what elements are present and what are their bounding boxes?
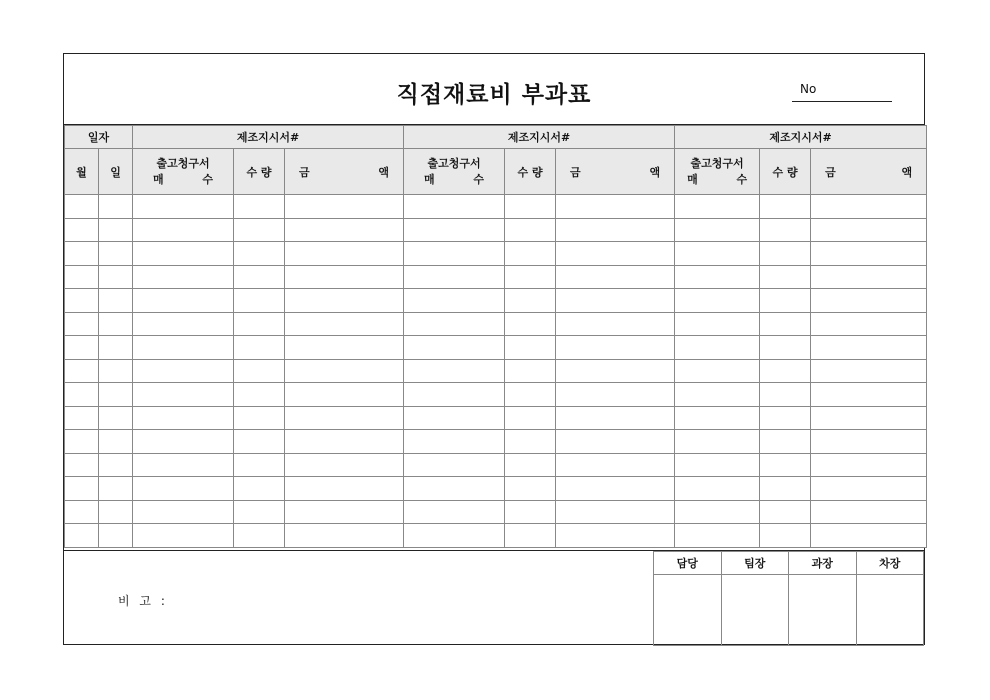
- request-line1: 출고청구서: [427, 156, 481, 170]
- qty-header: 수 량: [234, 149, 285, 195]
- order-group-header: 제조지시서#: [133, 126, 404, 149]
- table-cell[interactable]: [404, 477, 505, 501]
- table-body: [65, 195, 927, 548]
- table-cell[interactable]: [556, 359, 675, 383]
- table-cell[interactable]: [811, 265, 927, 289]
- request-line2-a: 매: [687, 172, 698, 186]
- table-cell[interactable]: [234, 289, 285, 313]
- approval-role: 과장: [789, 552, 857, 575]
- table-row: [65, 336, 927, 360]
- table-cell[interactable]: [99, 218, 133, 242]
- table-cell[interactable]: [99, 500, 133, 524]
- qty-header: 수 량: [760, 149, 811, 195]
- request-line2-b: 수: [202, 172, 214, 186]
- request-line1: 출고청구서: [690, 156, 744, 170]
- table-cell[interactable]: [675, 524, 760, 548]
- table-cell[interactable]: [404, 289, 505, 313]
- table-cell[interactable]: [760, 383, 811, 407]
- table-cell[interactable]: [505, 336, 556, 360]
- table-cell[interactable]: [285, 430, 404, 454]
- table-cell[interactable]: [675, 218, 760, 242]
- table-cell[interactable]: [760, 477, 811, 501]
- table-cell[interactable]: [404, 265, 505, 289]
- table-cell[interactable]: [556, 524, 675, 548]
- table-cell[interactable]: [65, 430, 99, 454]
- table-cell[interactable]: [675, 500, 760, 524]
- table-cell[interactable]: [285, 289, 404, 313]
- table-cell[interactable]: [65, 242, 99, 266]
- table-cell[interactable]: [99, 383, 133, 407]
- table-cell[interactable]: [760, 218, 811, 242]
- table-cell[interactable]: [234, 336, 285, 360]
- table-cell[interactable]: [65, 289, 99, 313]
- table-row: [65, 289, 927, 313]
- approval-sign-row: [654, 575, 924, 646]
- table-cell[interactable]: [65, 453, 99, 477]
- table-cell[interactable]: [811, 524, 927, 548]
- table-cell[interactable]: [760, 406, 811, 430]
- table-cell[interactable]: [285, 383, 404, 407]
- table-cell[interactable]: [285, 524, 404, 548]
- table-cell[interactable]: [811, 477, 927, 501]
- table-cell[interactable]: [133, 500, 234, 524]
- request-count-header: [133, 149, 234, 195]
- table-cell[interactable]: [404, 383, 505, 407]
- table-cell[interactable]: [811, 453, 927, 477]
- table-row: [65, 312, 927, 336]
- table-cell[interactable]: [234, 453, 285, 477]
- table-cell[interactable]: [675, 430, 760, 454]
- table-cell[interactable]: [505, 312, 556, 336]
- table-cell[interactable]: [675, 195, 760, 219]
- table-cell[interactable]: [505, 406, 556, 430]
- table-cell[interactable]: [285, 453, 404, 477]
- signature-cell[interactable]: [789, 575, 857, 646]
- table-cell[interactable]: [556, 383, 675, 407]
- table-cell[interactable]: [404, 453, 505, 477]
- table-cell[interactable]: [556, 430, 675, 454]
- table-cell[interactable]: [760, 195, 811, 219]
- table-cell[interactable]: [133, 453, 234, 477]
- title-area: [64, 54, 924, 125]
- table-cell[interactable]: [234, 218, 285, 242]
- amount-header: [811, 149, 927, 195]
- table-cell[interactable]: [760, 312, 811, 336]
- order-group-header: 제조지시서#: [404, 126, 675, 149]
- table-cell[interactable]: [99, 406, 133, 430]
- table-cell[interactable]: [556, 289, 675, 313]
- table-cell[interactable]: [99, 453, 133, 477]
- table-cell[interactable]: [133, 265, 234, 289]
- qty-header: 수 량: [505, 149, 556, 195]
- request-count-header: [404, 149, 505, 195]
- table-cell[interactable]: [65, 218, 99, 242]
- amount-header: [285, 149, 404, 195]
- table-cell[interactable]: [234, 359, 285, 383]
- table-cell[interactable]: [65, 524, 99, 548]
- table-cell[interactable]: [234, 242, 285, 266]
- table-cell[interactable]: [675, 336, 760, 360]
- order-group-header: 제조지시서#: [675, 126, 927, 149]
- table-cell[interactable]: [133, 218, 234, 242]
- table-cell[interactable]: [675, 406, 760, 430]
- table-cell[interactable]: [285, 336, 404, 360]
- table-cell[interactable]: [285, 500, 404, 524]
- table-row: [65, 477, 927, 501]
- table-cell[interactable]: [99, 312, 133, 336]
- table-cell[interactable]: [505, 265, 556, 289]
- table-cell[interactable]: [65, 359, 99, 383]
- table-cell[interactable]: [811, 289, 927, 313]
- table-cell[interactable]: [99, 242, 133, 266]
- remarks-label: 비 고 :: [118, 594, 168, 608]
- table-cell[interactable]: [556, 477, 675, 501]
- table-cell[interactable]: [285, 242, 404, 266]
- table-cell[interactable]: [760, 430, 811, 454]
- table-cell[interactable]: [556, 195, 675, 219]
- table-cell[interactable]: [133, 359, 234, 383]
- request-count-header: [675, 149, 760, 195]
- table-cell[interactable]: [99, 265, 133, 289]
- table-cell[interactable]: [760, 524, 811, 548]
- table-cell[interactable]: [404, 430, 505, 454]
- table-row: [65, 359, 927, 383]
- table-cell[interactable]: [811, 312, 927, 336]
- table-cell[interactable]: [133, 383, 234, 407]
- table-row: [65, 242, 927, 266]
- material-cost-form: [63, 53, 925, 645]
- table-cell[interactable]: [133, 312, 234, 336]
- table-row: [65, 406, 927, 430]
- amount-label-b: 액: [649, 165, 661, 179]
- table-cell[interactable]: [811, 218, 927, 242]
- table-row: [65, 500, 927, 524]
- table-cell[interactable]: [133, 336, 234, 360]
- table-cell[interactable]: [556, 336, 675, 360]
- day-header: 일: [99, 149, 133, 195]
- table-cell[interactable]: [675, 359, 760, 383]
- table-cell[interactable]: [285, 265, 404, 289]
- table-cell[interactable]: [65, 195, 99, 219]
- amount-label-a: 금: [570, 165, 581, 179]
- table-cell[interactable]: [505, 453, 556, 477]
- footer: [64, 550, 924, 644]
- table-cell[interactable]: [505, 383, 556, 407]
- table-cell[interactable]: [811, 406, 927, 430]
- table-cell[interactable]: [760, 359, 811, 383]
- table-cell[interactable]: [404, 218, 505, 242]
- table-cell[interactable]: [505, 477, 556, 501]
- table-row: [65, 265, 927, 289]
- table-cell[interactable]: [285, 406, 404, 430]
- table-cell[interactable]: [65, 312, 99, 336]
- table-cell[interactable]: [234, 430, 285, 454]
- table-cell[interactable]: [811, 195, 927, 219]
- table-cell[interactable]: [99, 359, 133, 383]
- table-cell[interactable]: [505, 524, 556, 548]
- table-row: [65, 218, 927, 242]
- table-cell[interactable]: [65, 477, 99, 501]
- table-cell[interactable]: [65, 383, 99, 407]
- table-cell[interactable]: [99, 477, 133, 501]
- signature-cell[interactable]: [654, 575, 722, 646]
- table-cell[interactable]: [675, 265, 760, 289]
- table-cell[interactable]: [65, 406, 99, 430]
- request-line2-a: 매: [153, 172, 164, 186]
- table-cell[interactable]: [285, 312, 404, 336]
- month-header: 월: [65, 149, 99, 195]
- table-cell[interactable]: [133, 406, 234, 430]
- header-row-1: [65, 126, 927, 149]
- table-cell[interactable]: [404, 336, 505, 360]
- table-cell[interactable]: [505, 500, 556, 524]
- request-line2-b: 수: [473, 172, 485, 186]
- table-row: [65, 383, 927, 407]
- amount-label-a: 금: [825, 165, 836, 179]
- table-cell[interactable]: [675, 242, 760, 266]
- table-cell[interactable]: [285, 195, 404, 219]
- table-cell[interactable]: [99, 195, 133, 219]
- table-cell[interactable]: [811, 336, 927, 360]
- table-cell[interactable]: [65, 265, 99, 289]
- table-cell[interactable]: [404, 500, 505, 524]
- table-cell[interactable]: [404, 242, 505, 266]
- no-input-line[interactable]: [792, 101, 892, 102]
- table-cell[interactable]: [285, 359, 404, 383]
- table-cell[interactable]: [811, 430, 927, 454]
- approval-role: 담당: [654, 552, 722, 575]
- table-cell[interactable]: [760, 453, 811, 477]
- table-cell[interactable]: [505, 359, 556, 383]
- approval-role: 팀장: [721, 552, 789, 575]
- header-row-2: [65, 149, 927, 195]
- table-cell[interactable]: [556, 242, 675, 266]
- table-cell[interactable]: [505, 218, 556, 242]
- form-title: 직접재료비 부과표: [396, 82, 592, 108]
- table-cell[interactable]: [556, 312, 675, 336]
- signature-cell[interactable]: [856, 575, 924, 646]
- table-cell[interactable]: [234, 524, 285, 548]
- table-row: [65, 524, 927, 548]
- table-cell[interactable]: [675, 477, 760, 501]
- table-cell[interactable]: [133, 430, 234, 454]
- amount-header: [556, 149, 675, 195]
- table-cell[interactable]: [234, 383, 285, 407]
- approval-table: [653, 551, 924, 646]
- table-cell[interactable]: [404, 359, 505, 383]
- table-cell[interactable]: [556, 500, 675, 524]
- table-cell[interactable]: [133, 195, 234, 219]
- table-cell[interactable]: [133, 289, 234, 313]
- table-cell[interactable]: [234, 265, 285, 289]
- table-cell[interactable]: [811, 500, 927, 524]
- table-cell[interactable]: [285, 218, 404, 242]
- table-cell[interactable]: [675, 289, 760, 313]
- table-cell[interactable]: [234, 312, 285, 336]
- no-label: No: [800, 82, 817, 96]
- table-cell[interactable]: [285, 477, 404, 501]
- table-cell[interactable]: [404, 195, 505, 219]
- table-cell[interactable]: [556, 218, 675, 242]
- table-cell[interactable]: [133, 242, 234, 266]
- table-cell[interactable]: [675, 453, 760, 477]
- table-cell[interactable]: [811, 359, 927, 383]
- table-cell[interactable]: [99, 289, 133, 313]
- date-header: 일자: [65, 126, 133, 149]
- table-cell[interactable]: [99, 524, 133, 548]
- amount-label-b: 액: [901, 165, 913, 179]
- table-cell[interactable]: [133, 477, 234, 501]
- table-cell[interactable]: [675, 383, 760, 407]
- table-cell[interactable]: [404, 406, 505, 430]
- signature-cell[interactable]: [721, 575, 789, 646]
- table-cell[interactable]: [65, 500, 99, 524]
- table-cell[interactable]: [811, 242, 927, 266]
- table-cell[interactable]: [675, 312, 760, 336]
- table-cell[interactable]: [99, 430, 133, 454]
- table-cell[interactable]: [133, 524, 234, 548]
- request-line1: 출고청구서: [156, 156, 210, 170]
- request-line2-a: 매: [424, 172, 435, 186]
- table-cell[interactable]: [505, 430, 556, 454]
- table-cell[interactable]: [760, 289, 811, 313]
- table-cell[interactable]: [811, 383, 927, 407]
- table-cell[interactable]: [505, 195, 556, 219]
- table-cell[interactable]: [65, 336, 99, 360]
- table-row: [65, 453, 927, 477]
- table-cell[interactable]: [760, 265, 811, 289]
- table-cell[interactable]: [505, 289, 556, 313]
- table-cell[interactable]: [505, 242, 556, 266]
- table-row: [65, 430, 927, 454]
- cost-table: [64, 125, 927, 548]
- request-line2-b: 수: [736, 172, 748, 186]
- table-cell[interactable]: [234, 477, 285, 501]
- table-cell[interactable]: [760, 336, 811, 360]
- approval-header-row: [654, 552, 924, 575]
- table-cell[interactable]: [556, 406, 675, 430]
- amount-label-a: 금: [299, 165, 310, 179]
- table-cell[interactable]: [760, 500, 811, 524]
- table-cell[interactable]: [234, 500, 285, 524]
- table-cell[interactable]: [234, 195, 285, 219]
- table-cell[interactable]: [556, 453, 675, 477]
- table-cell[interactable]: [404, 524, 505, 548]
- table-row: [65, 195, 927, 219]
- table-cell[interactable]: [404, 312, 505, 336]
- amount-label-b: 액: [378, 165, 390, 179]
- table-cell[interactable]: [760, 242, 811, 266]
- table-cell[interactable]: [99, 336, 133, 360]
- table-cell[interactable]: [556, 265, 675, 289]
- table-cell[interactable]: [234, 406, 285, 430]
- approval-role: 차장: [856, 552, 924, 575]
